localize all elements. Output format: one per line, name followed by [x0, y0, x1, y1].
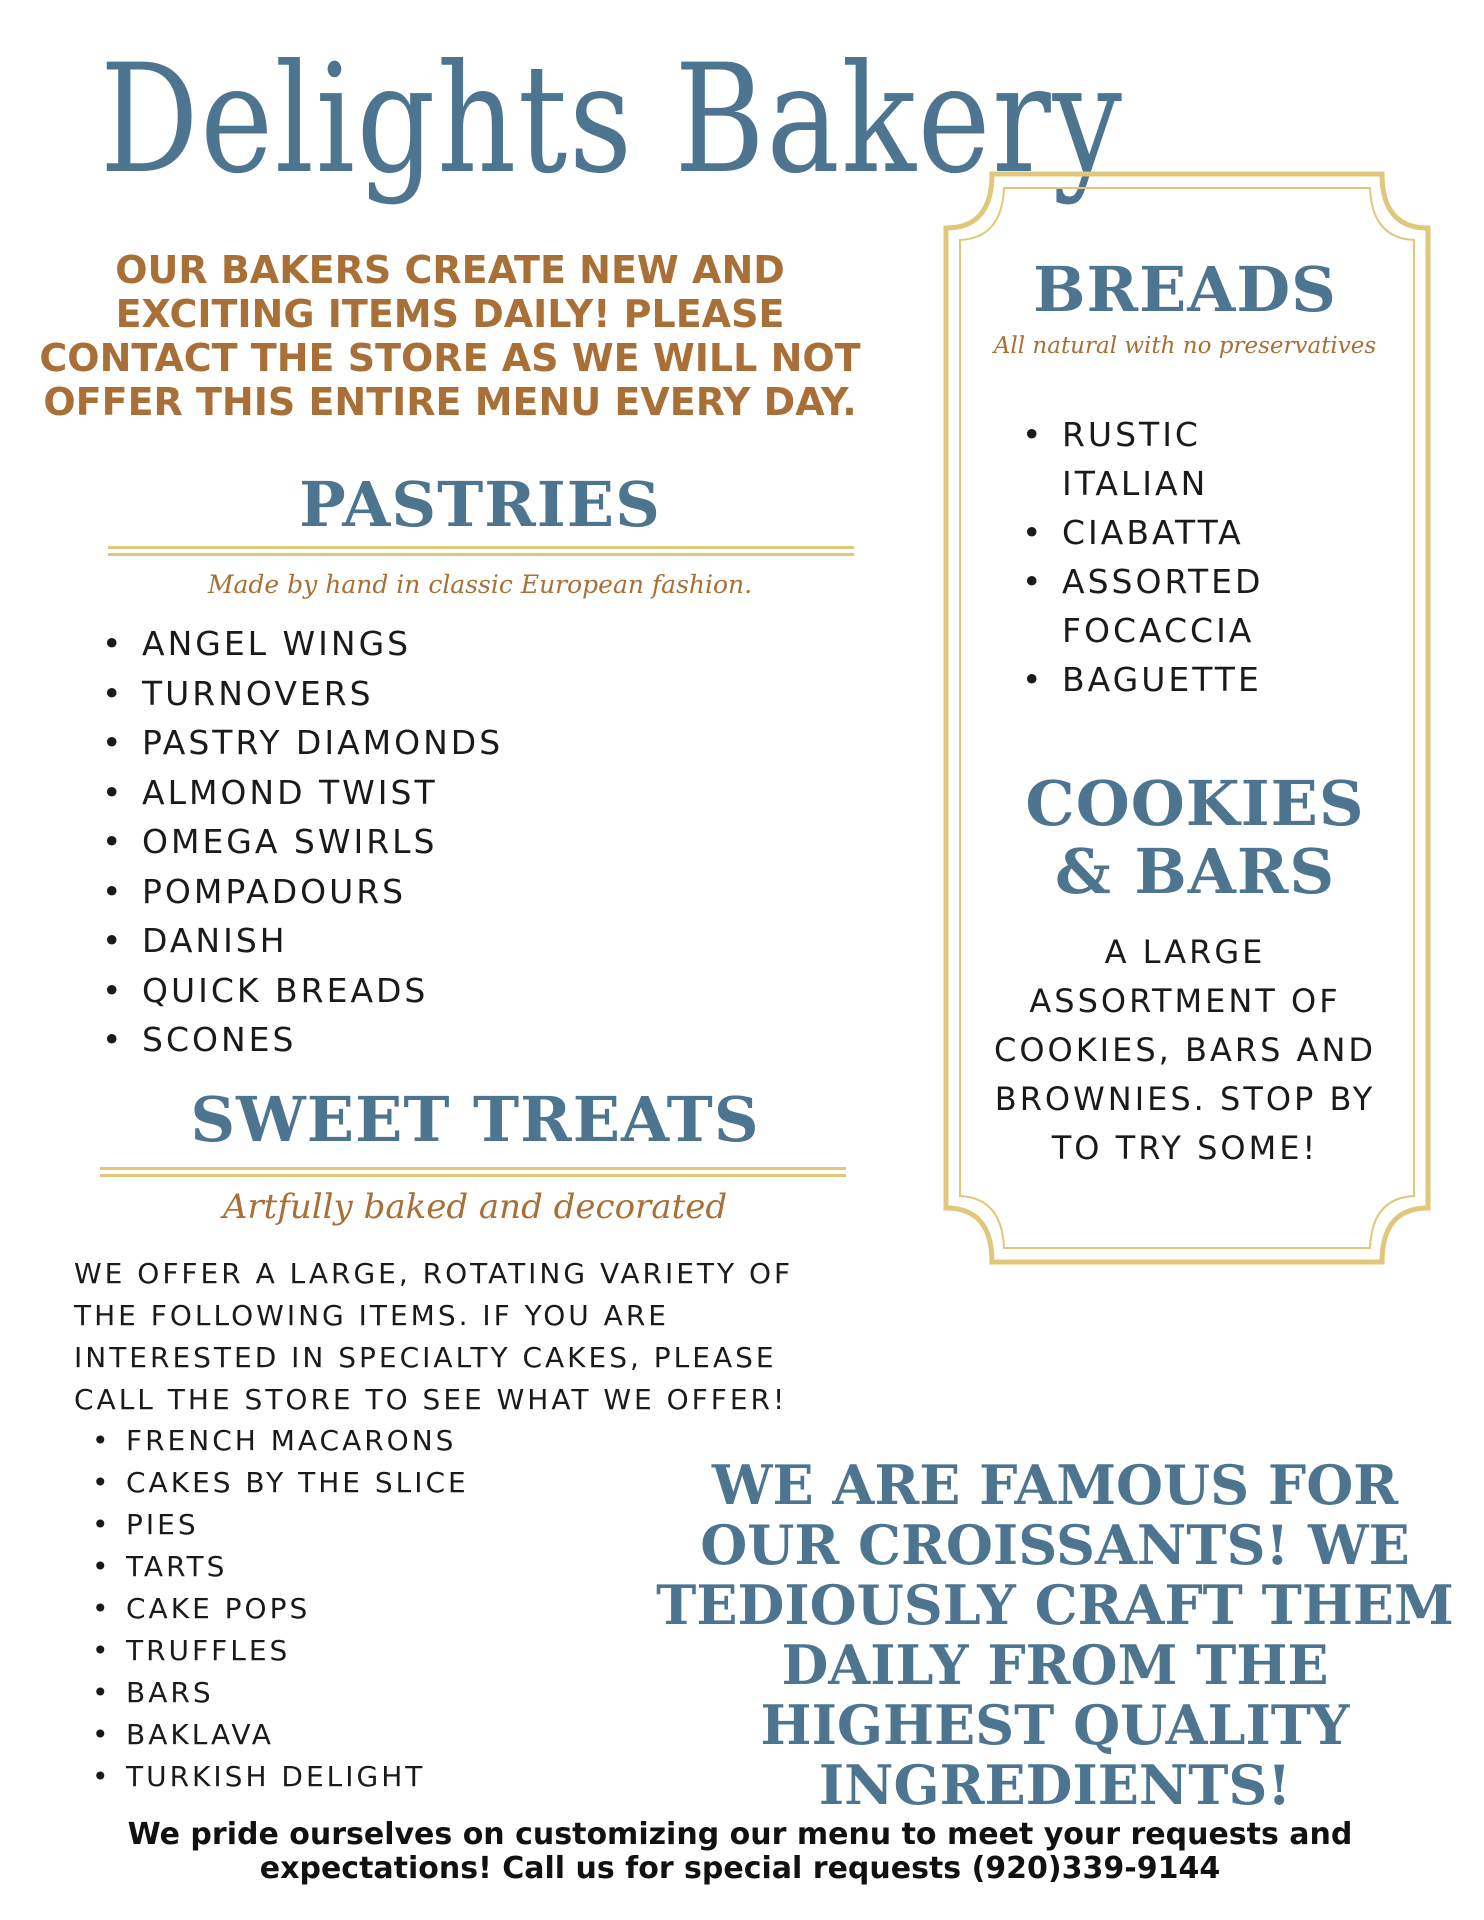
breads-list: [1022, 410, 1352, 704]
list-item: • OMEGA SWIRLS: [102, 817, 862, 867]
list-item: • BAKLAVA: [92, 1714, 612, 1756]
sweet-treats-list: [92, 1420, 612, 1798]
pastries-list: [102, 619, 862, 1065]
intro-notice: OUR BAKERS CREATE NEW AND EXCITING ITEMS DAILY! PLEASE CONTACT THE STORE AS WE WILL NOT OFFER THIS ENTIRE MENU EVERY DAY.: [39, 248, 861, 424]
pastries-tagline: Made by hand in classic European fashion.: [207, 570, 753, 599]
footer-contact: We pride ourselves on customizing our menu to meet your requests and expectations! Call us for special requests (920)339-9144: [127, 1817, 1353, 1886]
list-item: • TRUFFLES: [92, 1630, 612, 1672]
breads-tagline: All natural with no preservatives: [993, 333, 1377, 359]
list-item: • PASTRY DIAMONDS: [102, 718, 862, 768]
sweet-treats-description: WE OFFER A LARGE, ROTATING VARIETY OF THE FOLLOWING ITEMS. IF YOU ARE INTERESTED IN SPECIALTY CAKES, PLEASE CALL THE STORE TO SEE WHAT WE OFFER!: [74, 1257, 794, 1416]
sweet-treats-heading: SWEET TREATS: [190, 1083, 760, 1156]
pastries-heading: PASTRIES: [299, 468, 661, 541]
cookies-heading: COOKIES & BARS: [1025, 767, 1365, 908]
list-item: • PIES: [92, 1504, 612, 1546]
pastries-divider: [108, 546, 854, 556]
list-item: • POMPADOURS: [102, 867, 862, 917]
list-item: • CAKE POPS: [92, 1588, 612, 1630]
bakery-title: Delights Bakery: [100, 33, 1124, 207]
list-item: • DANISH: [102, 916, 862, 966]
list-item: • QUICK BREADS: [102, 966, 862, 1016]
list-item: • BAGUETTE: [1022, 655, 1352, 704]
list-item: • CAKES BY THE SLICE: [92, 1462, 612, 1504]
list-item: • ASSORTED FOCACCIA: [1022, 557, 1352, 655]
list-item: • TURNOVERS: [102, 669, 862, 719]
croissant-feature: WE ARE FAMOUS FOR OUR CROISSANTS! WE TEDIOUSLY CRAFT THEM DAILY FROM THE HIGHEST QUALITY INGREDIENTS!: [656, 1453, 1454, 1817]
breads-heading: BREADS: [1033, 253, 1337, 326]
list-item: • CIABATTA: [1022, 508, 1352, 557]
sweet-treats-tagline: Artfully baked and decorated: [222, 1187, 728, 1227]
list-item: • BARS: [92, 1672, 612, 1714]
cookies-description: A LARGE ASSORTMENT OF COOKIES, BARS AND BROWNIES. STOP BY TO TRY SOME!: [993, 933, 1377, 1167]
list-item: • ANGEL WINGS: [102, 619, 862, 669]
sweet-treats-divider: [100, 1167, 846, 1177]
list-item: • TURKISH DELIGHT: [92, 1756, 612, 1798]
list-item: • SCONES: [102, 1015, 862, 1065]
list-item: • RUSTIC ITALIAN: [1022, 410, 1352, 508]
list-item: • TARTS: [92, 1546, 612, 1588]
list-item: • ALMOND TWIST: [102, 768, 862, 818]
list-item: • FRENCH MACARONS: [92, 1420, 612, 1462]
